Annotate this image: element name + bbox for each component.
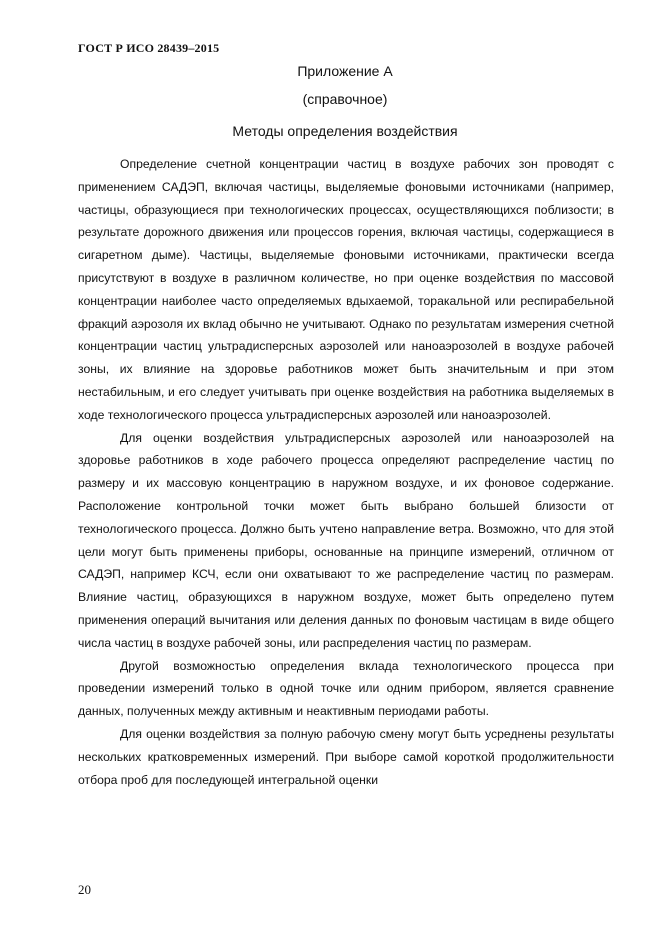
- paragraph-4: Для оценки воздействия за полную рабочую смену могут быть усреднены результаты нескольких кратковременных измерений. При выборе самой короткой продолжительности отбора проб для последующей интегральной оценки: [78, 726, 614, 787]
- paragraph-3: Другой возможностью определения вклада технологического процесса при проведении измерений только в одной точке или одним прибором, является сравнение данных, полученных между активным и неактивным периодами работы.: [78, 658, 614, 719]
- paragraph-2: Для оценки воздействия ультрадисперсных аэрозолей или наноаэрозолей на здоровье работников в ходе рабочего процесса определяют распределение частиц по размеру и их массовую концентрацию в наружном воздухе, и их фоновое содержание. Расположение контрольной точки может быть выбрано большей близости от технологического процесса. Должно быть учтено направление ветра. Возможно, что для этой цели могут быть применены приборы, основанные на принципе измерений, отличном от САДЭП, например КСЧ, если они охватывают то же распределение частиц по размерам. Влияние частиц, образующихся в наружном воздухе, может быть определено путем применения операций вычитания или деления данных по фоновым частицам в виде общего числа частиц в воздухе рабочей зоны, или распределения частиц по размерам.: [78, 430, 614, 650]
- paragraph-1: Определение счетной концентрации частиц в воздухе рабочих зон проводят с применением САДЭП, включая частицы, выделяемые фоновыми источниками (например, частицы, образующиеся при технологических процессах, осуществляющихся поблизости; в результате дорожного движения или процессов горения, включая частицы, содержащиеся в сигаретном дыме). Частицы, выделяемые фоновыми источниками, практически всегда присутствуют в воздухе в различном количестве, но при оценке воздействия по массовой концентрации наиболее часто определяемых вдыхаемой, торакальной или респирабельной фракций аэрозоля их вклад обычно не учитывают. Однако по результатам измерения счетной концентрации частиц ультрадисперсных аэрозолей или наноаэрозолей в воздухе рабочей зоны, их влияние на здоровье работников может быть значительным и при этом нестабильным, и его следует учитывать при оценке воздействия на работника выделяемых в ходе технологического процесса ультрадисперсных аэрозолей или наноаэрозолей.: [78, 157, 614, 422]
- page-number: 20: [78, 882, 91, 897]
- body-text: [78, 153, 614, 791]
- section-title: Методы определения воздействия: [232, 123, 458, 139]
- standard-header: ГОСТ Р ИСО 28439–2015: [78, 41, 220, 55]
- annex-kind: (справочное): [302, 91, 388, 107]
- annex-title: Приложение А: [297, 63, 393, 79]
